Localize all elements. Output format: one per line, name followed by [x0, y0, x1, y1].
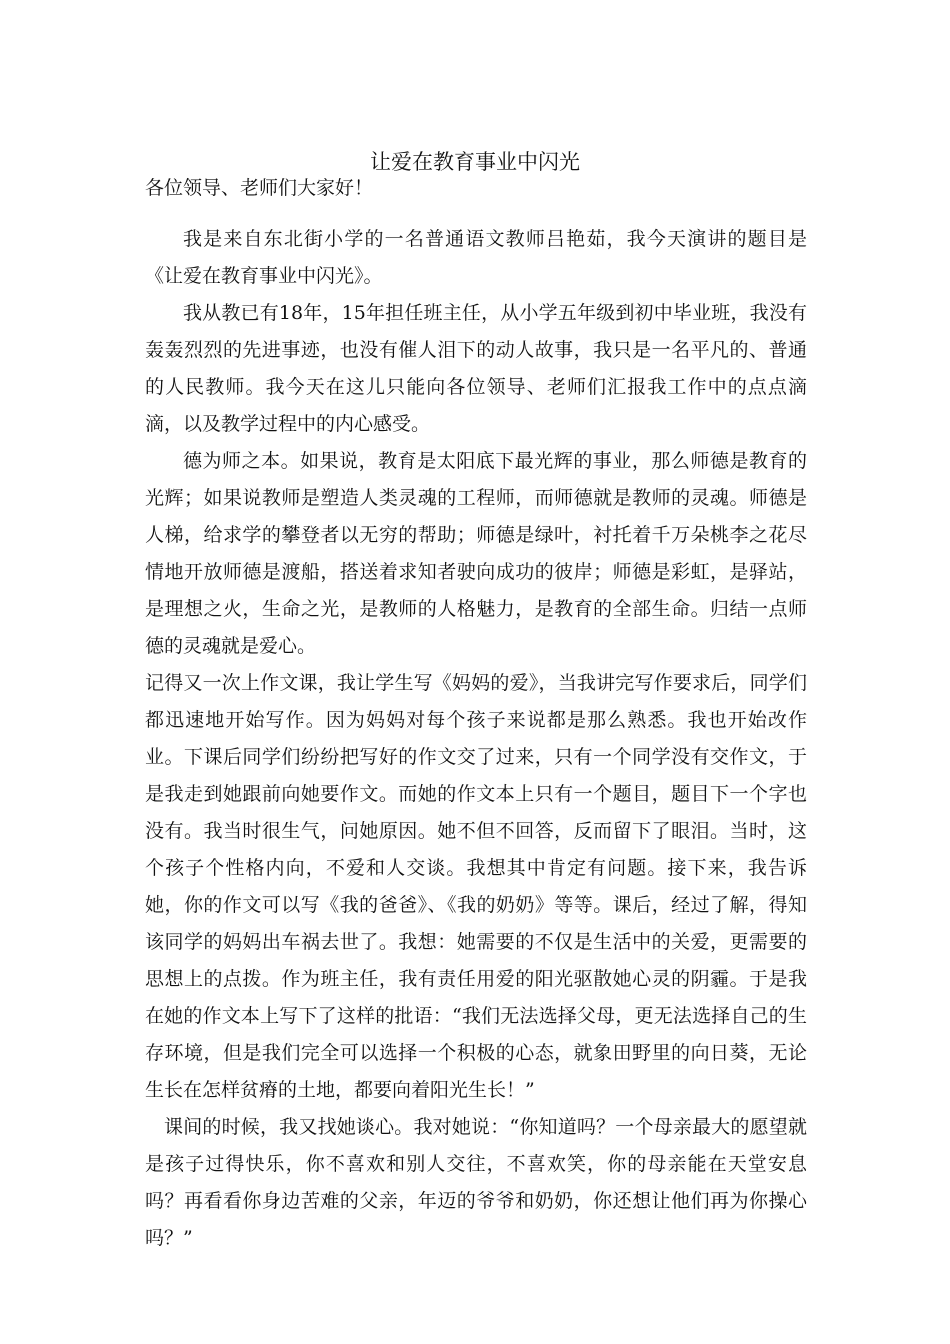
paragraph-story: 记得又一次上作文课，我让学生写《妈妈的爱》，当我讲完写作要求后，同学们都迅速地开始写作。因为妈妈对每个孩子来说都是那么熟悉。我也开始改作业。下课后同学们纷纷把写好的作文交了过来，只有一个同学没有交作文，于是我走到她跟前向她要作文。而她的作文本上只有一个题目，题目下一个字也没有。我当时很生气，问她原因。她不但不回答，反而留下了眼泪。当时，这个孩子个性格内向，不爱和人交谈。我想其中肯定有问题。接下来，我告诉她，你的作文可以写《我的爸爸》、《我的奶奶》等等。课后，经过了解，得知该同学的妈妈出车祸去世了。我想：她需要的不仅是生活中的关爱，更需要的思想上的点拨。作为班主任，我有责任用爱的阳光驱散她心灵的阴霾。于是我在她的作文本上写下了这样的批语：“我们无法选择父母，更无法选择自己的生存环境，但是我们完全可以选择一个积极的心态，就象田野里的向日葵，无论生长在怎样贫瘠的土地，都要向着阳光生长！” — [145, 672, 807, 1101]
paragraph-intro: 我是来自东北街小学的一名普通语文教师吕艳茹，我今天演讲的题目是《让爱在教育事业中闪光》。 — [145, 228, 807, 287]
paragraph-conversation: 课间的时候，我又找她谈心。我对她说：“你知道吗？一个母亲最大的愿望就是孩子过得快乐，你不喜欢和别人交往，不喜欢笑，你的母亲能在天堂安息吗？再看看你身边苦难的父亲，年迈的爷爷和奶奶，你还想让他们再为你操心吗？” — [145, 1116, 807, 1249]
document-title: 让爱在教育事业中闪光 — [370, 150, 580, 174]
salutation: 各位领导、老师们大家好！ — [145, 177, 374, 199]
paragraph-ethics: 德为师之本。如果说，教育是太阳底下最光辉的事业，那么师德是教育的光辉；如果说教师是塑造人类灵魂的工程师，而师德就是教师的灵魂。师德是人梯，给求学的攀登者以无穷的帮助；师德是绿叶，衬托着千万朵桃李之花尽情地开放师德是渡船，搭送着求知者驶向成功的彼岸；师德是彩虹，是驿站，是理想之火，生命之光，是教师的人格魅力，是教育的全部生命。归结一点师德的灵魂就是爱心。 — [145, 450, 807, 657]
document-body — [145, 221, 807, 1257]
paragraph-experience: 我从教已有18年，15年担任班主任，从小学五年级到初中毕业班，我没有轰轰烈烈的先进事迹，也没有催人泪下的动人故事，我只是一名平凡的、普通的人民教师。我今天在这儿只能向各位领导、老师们汇报我工作中的点点滴滴，以及教学过程中的内心感受。 — [145, 302, 807, 435]
